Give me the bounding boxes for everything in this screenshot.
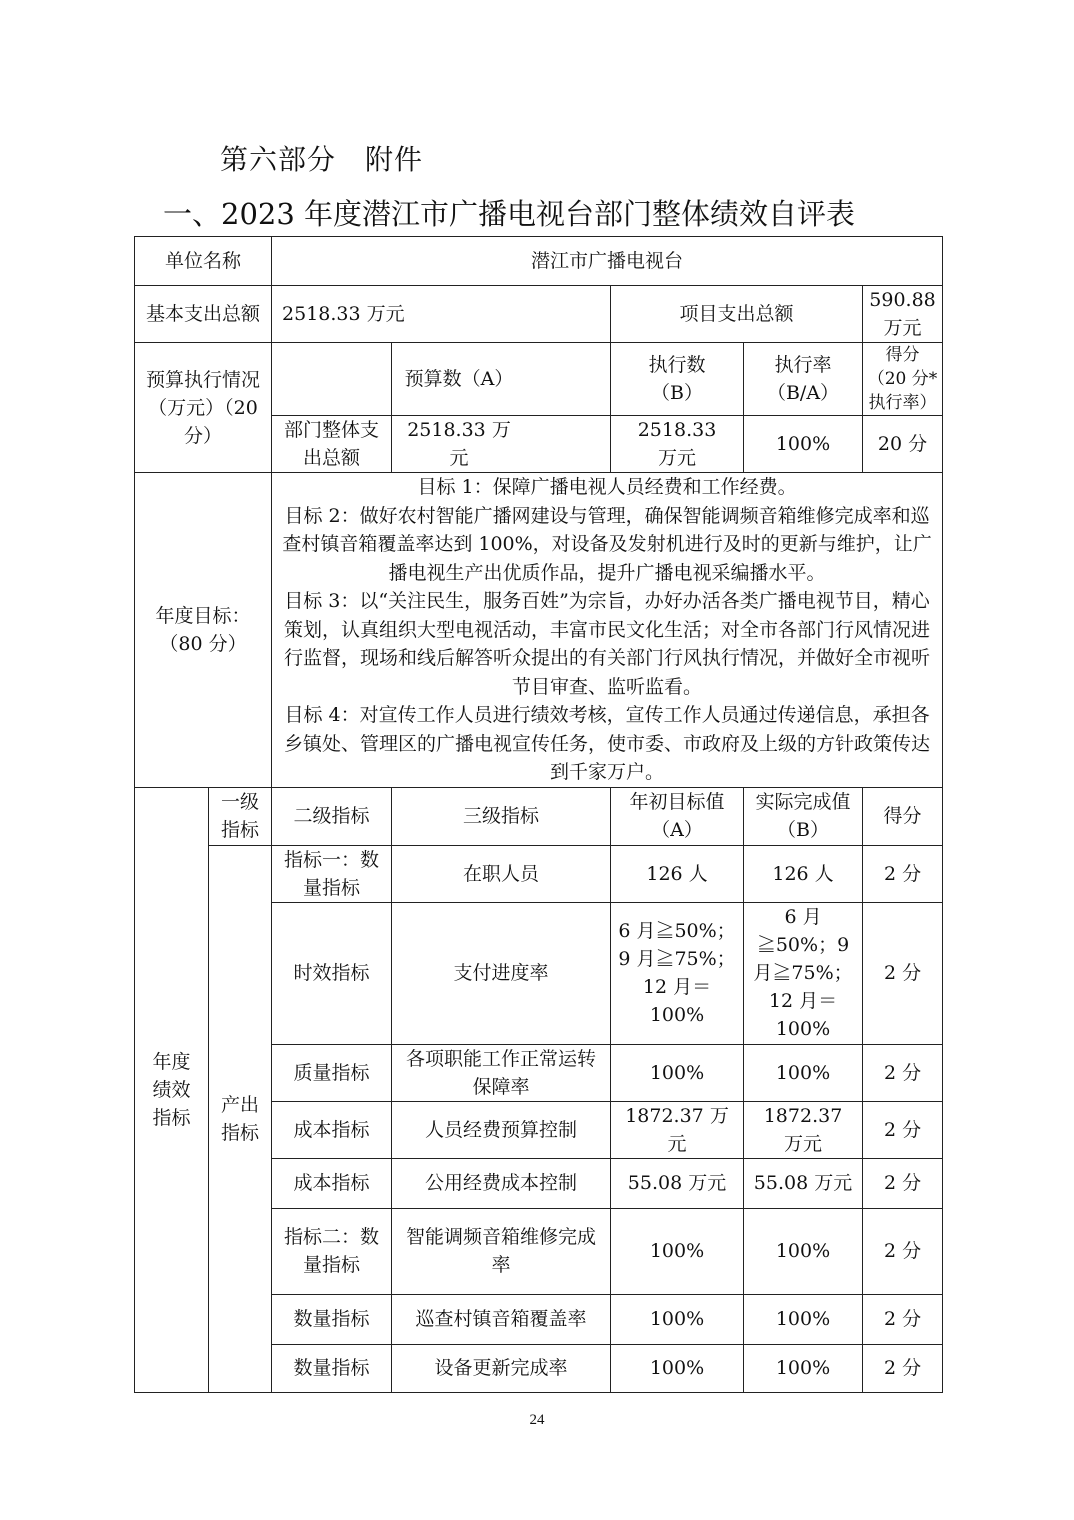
header-score: 得分 [863, 787, 943, 845]
exec-value: 2518.33 万元 [611, 416, 744, 473]
score-value: 20 分 [863, 416, 943, 473]
header-level1: 一级指标 [209, 787, 272, 845]
indicators-section-label: 年度绩效指标 [135, 787, 209, 1392]
indicator-target: 100% [611, 1344, 744, 1392]
project-expenditure-label: 项目支出总额 [611, 286, 863, 343]
expenditure-row [135, 286, 943, 343]
indicator-level3: 人员经费预算控制 [392, 1101, 611, 1158]
budget-row-label: 部门整体支出总额 [272, 416, 392, 473]
indicator-target: 100% [611, 1208, 744, 1294]
performance-table [134, 236, 943, 1393]
indicator-score: 2 分 [863, 902, 943, 1044]
goal-item: 目标 4：对宣传工作人员进行绩效考核，宣传工作人员通过传递信息，承担各乡镇处、管理区的广播电视宣传任务，使市委、市政府及上级的方针政策传达到千家万户。 [284, 704, 931, 783]
indicator-level3: 在职人员 [392, 845, 611, 902]
budget-header-row [135, 343, 943, 416]
indicator-score: 2 分 [863, 1044, 943, 1101]
budget-col-rate: 执行率（B/A） [744, 343, 863, 416]
indicator-level2: 质量指标 [272, 1044, 392, 1101]
indicator-level3: 智能调频音箱维修完成率 [392, 1208, 611, 1294]
goals-row [135, 473, 943, 788]
indicator-actual: 1872.37 万元 [744, 1101, 863, 1158]
indicator-actual: 55.08 万元 [744, 1158, 863, 1208]
indicator-header-row [135, 787, 943, 845]
document-title: 一、2023 年度潜江市广播电视台部门整体绩效自评表 [163, 197, 856, 231]
indicator-target: 6 月≧50%；9 月≧75%；12 月＝100% [611, 902, 744, 1044]
header-actual: 实际完成值（B） [744, 787, 863, 845]
goals-label: 年度目标：（80 分） [135, 473, 272, 788]
indicator-target: 55.08 万元 [611, 1158, 744, 1208]
budget-blank-cell [272, 343, 392, 416]
unit-row [135, 237, 943, 286]
indicator-score: 2 分 [863, 1158, 943, 1208]
part-title: 第六部分 附件 [220, 143, 424, 176]
header-level3: 三级指标 [392, 787, 611, 845]
indicator-score: 2 分 [863, 1101, 943, 1158]
indicator-level2: 成本指标 [272, 1101, 392, 1158]
page-number: 24 [529, 1412, 545, 1428]
goal-item: 目标 1：保障广播电视人员经费和工作经费。 [417, 476, 797, 498]
indicator-level3: 巡查村镇音箱覆盖率 [392, 1294, 611, 1344]
indicator-target: 100% [611, 1294, 744, 1344]
indicator-score: 2 分 [863, 1344, 943, 1392]
indicator-target: 100% [611, 1044, 744, 1101]
rate-value: 100% [744, 416, 863, 473]
basic-expenditure-label: 基本支出总额 [135, 286, 272, 343]
indicator-level2: 数量指标 [272, 1344, 392, 1392]
goals-list [272, 473, 943, 788]
indicator-actual: 100% [744, 1044, 863, 1101]
basic-expenditure-value: 2518.33 万元 [272, 286, 611, 343]
indicator-level2: 指标一：数量指标 [272, 845, 392, 902]
indicator-level3: 支付进度率 [392, 902, 611, 1044]
indicator-level2: 指标二：数量指标 [272, 1208, 392, 1294]
indicator-level2: 成本指标 [272, 1158, 392, 1208]
budget-label: 预算执行情况（万元）（20 分） [135, 343, 272, 473]
budget-col-exec: 执行数（B） [611, 343, 744, 416]
level1-value: 产出指标 [209, 845, 272, 1392]
indicator-score: 2 分 [863, 1294, 943, 1344]
indicator-level3: 设备更新完成率 [392, 1344, 611, 1392]
budget-col-budget: 预算数（A） [392, 343, 611, 416]
indicator-actual: 126 人 [744, 845, 863, 902]
indicator-target: 1872.37 万元 [611, 1101, 744, 1158]
header-level2: 二级指标 [272, 787, 392, 845]
unit-value: 潜江市广播电视台 [272, 237, 943, 286]
indicator-level2: 数量指标 [272, 1294, 392, 1344]
indicator-row [135, 845, 943, 902]
indicator-score: 2 分 [863, 845, 943, 902]
goal-item: 目标 3：以“关注民生，服务百姓”为宗旨，办好办活各类广播电视节目，精心策划，认真组织大型电视活动，丰富市民文化生活；对全市各部门行风情况进行监督，现场和线后解答听众提出的有关部门行风执行情况，并做好全市视听节目审查、监听监看。 [284, 590, 931, 698]
indicator-level2: 时效指标 [272, 902, 392, 1044]
indicator-score: 2 分 [863, 1208, 943, 1294]
unit-label: 单位名称 [135, 237, 272, 286]
goal-item: 目标 2：做好农村智能广播网建设与管理，确保智能调频音箱维修完成率和巡查村镇音箱覆盖率达到 100%，对设备及发射机进行及时的更新与维护，让广播电视生产出优质作品，提升广播电视采编播水平。 [282, 504, 932, 584]
budget-col-score: 得分（20 分*执行率） [863, 343, 943, 416]
indicator-actual: 100% [744, 1208, 863, 1294]
indicator-level3: 公用经费成本控制 [392, 1158, 611, 1208]
indicator-actual: 6 月≧50%；9 月≧75%；12 月＝100% [744, 902, 863, 1044]
header-target: 年初目标值（A） [611, 787, 744, 845]
indicator-target: 126 人 [611, 845, 744, 902]
indicator-actual: 100% [744, 1344, 863, 1392]
indicator-level3: 各项职能工作正常运转保障率 [392, 1044, 611, 1101]
project-expenditure-value: 590.88 万元 [863, 286, 943, 343]
budget-value: 2518.33 万元 [392, 416, 611, 473]
indicator-actual: 100% [744, 1294, 863, 1344]
